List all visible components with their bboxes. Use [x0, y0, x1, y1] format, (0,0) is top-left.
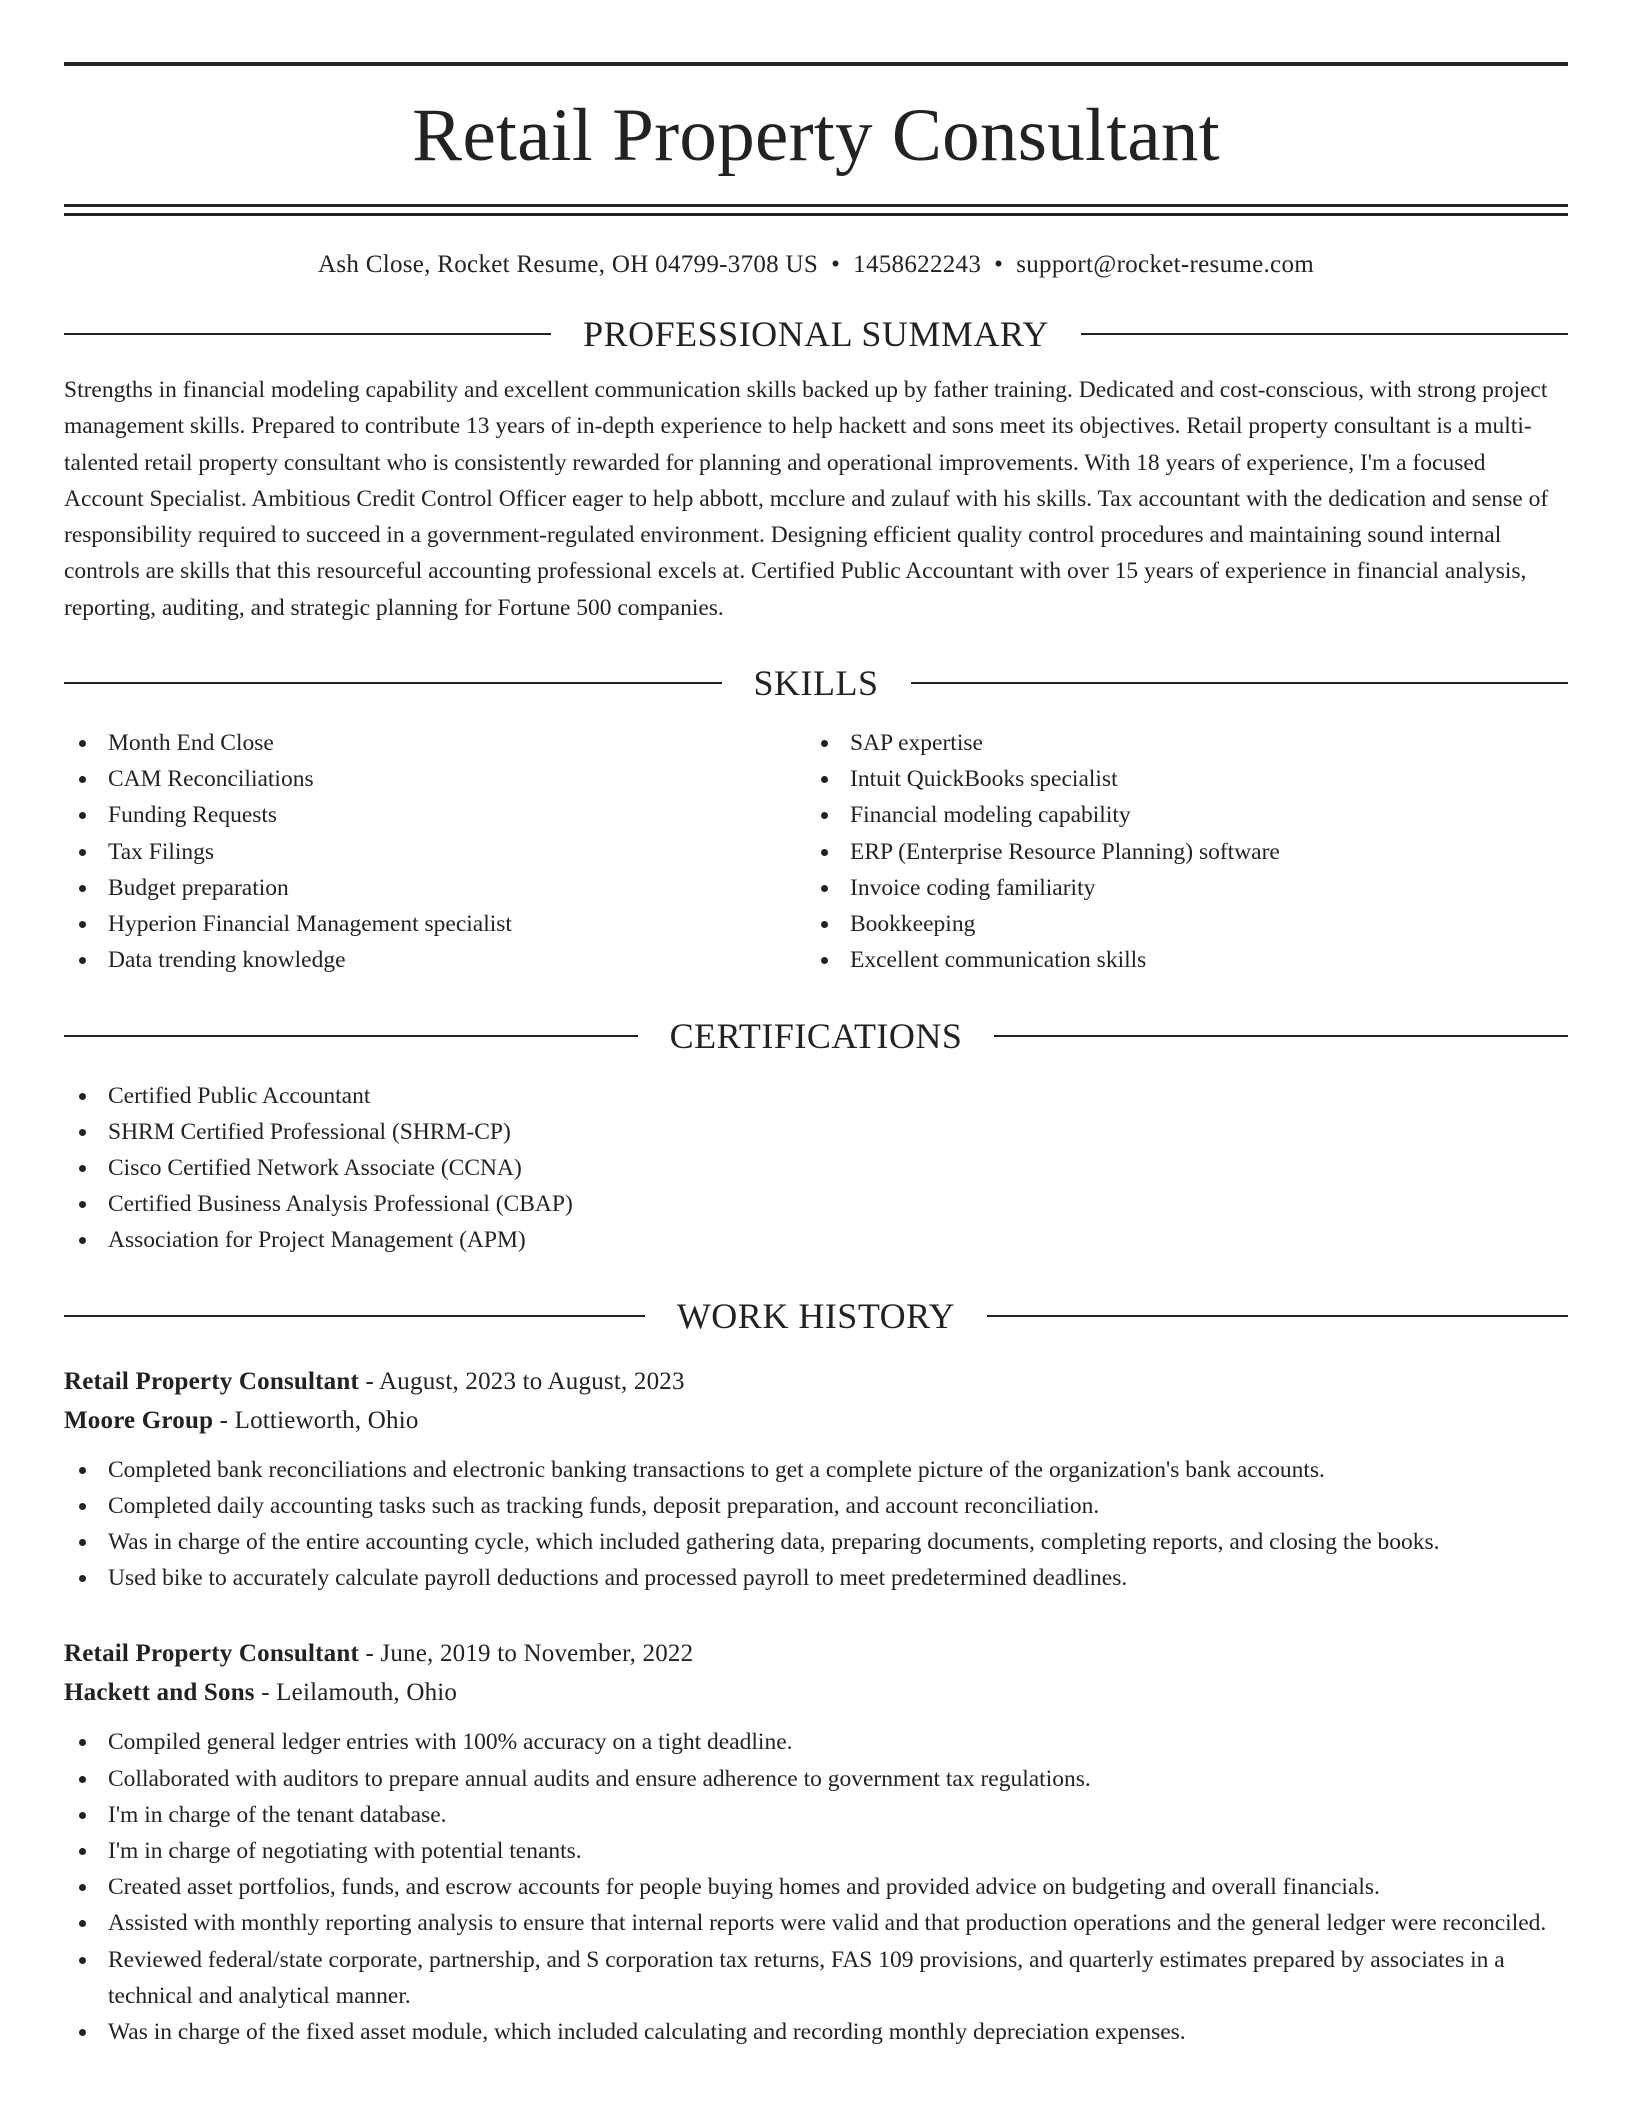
resume-title: Retail Property Consultant: [412, 94, 1220, 177]
job-dates: - August, 2023 to August, 2023: [359, 1367, 685, 1395]
skill-item: CAM Reconciliations: [64, 761, 806, 797]
job-title-line: [64, 1634, 1568, 1673]
job-company-line: [64, 1401, 1568, 1440]
job-bullets: [64, 1724, 1568, 2050]
skill-item: Hyperion Financial Management specialist: [64, 906, 806, 942]
skills-list-left: [64, 725, 806, 978]
job-entry: [64, 1634, 1568, 2050]
heading-rule-right: [987, 1315, 1568, 1317]
job-dates: - June, 2019 to November, 2022: [359, 1640, 694, 1668]
summary-section-heading: [64, 316, 1568, 352]
job-bullet: I'm in charge of negotiating with potential tenants.: [64, 1833, 1568, 1869]
job-location: - Leilamouth, Ohio: [254, 1679, 458, 1707]
job-bullet: Completed daily accounting tasks such as tracking funds, deposit preparation, and account reconciliation.: [64, 1488, 1568, 1524]
certifications-heading: CERTIFICATIONS: [669, 1015, 963, 1056]
work-heading: WORK HISTORY: [676, 1295, 956, 1336]
contact-address: Ash Close, Rocket Resume, OH 04799-3708 US: [318, 251, 819, 278]
contact-phone: 1458622243: [853, 251, 982, 278]
skills-grid: [64, 725, 1568, 978]
heading-rule-right: [1081, 333, 1568, 335]
skills-list-right: [806, 725, 1548, 978]
certification-item: Association for Project Management (APM): [64, 1222, 1568, 1258]
job-entry: [64, 1362, 1568, 1597]
skill-item: SAP expertise: [806, 725, 1548, 761]
certification-item: Certified Business Analysis Professional (CBAP): [64, 1186, 1568, 1222]
contact-separator: •: [994, 251, 1004, 278]
job-bullet: Created asset portfolios, funds, and escrow accounts for people buying homes and provided advice on budgeting and overall financials.: [64, 1869, 1568, 1905]
resume-page: [64, 62, 1568, 2050]
job-bullet: Assisted with monthly reporting analysis to ensure that internal reports were valid and that production operations and the general ledger were reconciled.: [64, 1905, 1568, 1941]
job-bullet: Compiled general ledger entries with 100% accuracy on a tight deadline.: [64, 1724, 1568, 1760]
certification-item: SHRM Certified Professional (SHRM-CP): [64, 1114, 1568, 1150]
job-bullet: Was in charge of the fixed asset module, which included calculating and recording monthly depreciation expenses.: [64, 2014, 1568, 2050]
certification-item: Certified Public Accountant: [64, 1078, 1568, 1114]
skill-item: Financial modeling capability: [806, 797, 1548, 833]
skill-item: Tax Filings: [64, 834, 806, 870]
summary-heading: PROFESSIONAL SUMMARY: [583, 314, 1049, 354]
job-title: Retail Property Consultant: [64, 1640, 359, 1668]
job-bullet: Was in charge of the entire accounting cycle, which included gathering data, preparing documents, completing reports, and closing the books.: [64, 1524, 1568, 1560]
job-bullet: Collaborated with auditors to prepare annual audits and ensure adherence to government tax regulations.: [64, 1761, 1568, 1797]
skill-item: Bookkeeping: [806, 906, 1548, 942]
contact-line: [64, 252, 1568, 277]
contact-separator: •: [831, 251, 841, 278]
skills-heading: SKILLS: [753, 663, 879, 704]
heading-rule-left: [64, 682, 722, 684]
certification-item: Cisco Certified Network Associate (CCNA): [64, 1150, 1568, 1186]
skill-item: Excellent communication skills: [806, 942, 1548, 978]
top-rule: [64, 62, 1568, 66]
heading-rule-right: [911, 682, 1569, 684]
heading-rule-left: [64, 1035, 638, 1037]
skill-item: Budget preparation: [64, 870, 806, 906]
job-bullet: Used bike to accurately calculate payroll deductions and processed payroll to meet predetermined deadlines.: [64, 1560, 1568, 1596]
job-company-line: [64, 1673, 1568, 1712]
skill-item: Data trending knowledge: [64, 942, 806, 978]
heading-rule-left: [64, 333, 551, 335]
skill-item: Month End Close: [64, 725, 806, 761]
job-location: - Lottieworth, Ohio: [213, 1406, 419, 1434]
title-double-rule: [64, 204, 1568, 216]
skill-item: ERP (Enterprise Resource Planning) software: [806, 834, 1548, 870]
skill-item: Invoice coding familiarity: [806, 870, 1548, 906]
skill-item: Intuit QuickBooks specialist: [806, 761, 1548, 797]
heading-rule-right: [994, 1035, 1568, 1037]
job-title-line: [64, 1362, 1568, 1401]
certifications-list: [64, 1078, 1568, 1259]
skill-item: Funding Requests: [64, 797, 806, 833]
skills-section-heading: [64, 663, 1568, 704]
job-company: Moore Group: [64, 1406, 214, 1434]
job-bullets: [64, 1452, 1568, 1597]
job-bullet: Reviewed federal/state corporate, partnership, and S corporation tax returns, FAS 109 provisions, and quarterly estimates prepared by associates in a technical and analytical manner.: [64, 1942, 1568, 2014]
job-bullet: I'm in charge of the tenant database.: [64, 1797, 1568, 1833]
job-title: Retail Property Consultant: [64, 1367, 359, 1395]
work-section-heading: [64, 1295, 1568, 1336]
job-company: Hackett and Sons: [64, 1679, 255, 1707]
summary-text: Strengths in financial modeling capability and excellent communication skills backed up by father training. Dedicated and cost-conscious, with strong project management skills. Prepared to contribute 13 years of in-depth experience to help hackett and sons meet its objectives. Retail property consultant is a multi-talented retail property consultant who is consistently rewarded for planning and operational improvements. With 18 years of experience, I'm a focused Account Specialist. Ambitious Credit Control Officer eager to help abbott, mcclure and zulauf with his skills. Tax accountant with the dedication and sense of responsibility required to succeed in a government-regulated environment. Designing efficient quality control procedures and maintaining sound internal controls are skills that this resourceful accounting professional excels at. Certified Public Accountant with over 15 years of experience in financial analysis, reporting, auditing, and strategic planning for Fortune 500 companies.: [64, 377, 1549, 621]
certifications-section-heading: [64, 1015, 1568, 1056]
heading-rule-left: [64, 1315, 645, 1317]
contact-email: support@rocket-resume.com: [1016, 251, 1314, 278]
job-bullet: Completed bank reconciliations and electronic banking transactions to get a complete picture of the organization's bank accounts.: [64, 1452, 1568, 1488]
